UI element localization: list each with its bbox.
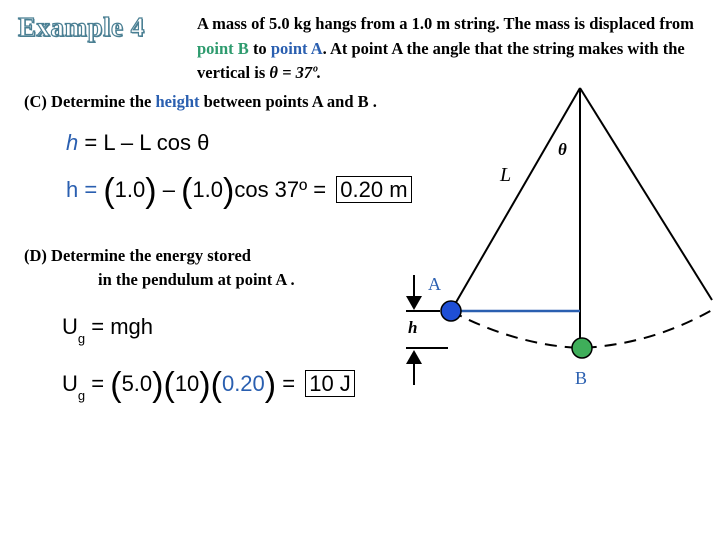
- angle-label: θ: [558, 140, 567, 159]
- mass-at-a: [441, 301, 461, 321]
- mirror-string: [580, 88, 712, 300]
- point-b-term: point B: [197, 38, 249, 58]
- part-c-rest: between points A and B .: [203, 92, 377, 111]
- energy-answer: 10 J: [305, 370, 355, 397]
- example-title: Example 4: [18, 12, 145, 42]
- height-label: h: [408, 318, 418, 337]
- arrow-up-head: [406, 350, 422, 364]
- part-d-line1: (D) Determine the energy stored: [24, 246, 251, 265]
- problem-text-3: . At point A the angle that the string makes with the vertical is: [197, 38, 685, 82]
- equation-energy-calc: $U_g = (5.0)(10)(0.20) = 10$ J: [62, 368, 355, 403]
- arrow-down-head: [406, 296, 422, 310]
- equation-height-calc: h = (1.0) – (1.0)cos 37º = 0.20 m: [66, 174, 412, 208]
- displaced-string: [451, 88, 580, 311]
- mass-at-b: [572, 338, 592, 358]
- theta-expression: θ = 37º.: [269, 63, 322, 82]
- part-d-line2: in the pendulum at point A .: [98, 270, 295, 289]
- length-label: L: [500, 164, 512, 186]
- equation-energy-formula: $U_g$ = mgh: [62, 314, 154, 346]
- equation-height-formula: h = L – L cos θ: [66, 130, 210, 155]
- height-answer: 0.20 m: [336, 176, 411, 203]
- point-a-term: point A: [270, 38, 323, 58]
- problem-text-2: to: [252, 38, 267, 58]
- part-c-label: (C) Determine the: [24, 92, 152, 111]
- point-b-label: B: [575, 368, 588, 388]
- part-c-keyword: height: [155, 92, 200, 111]
- problem-text-1: A mass of 5.0 kg hangs from a 1.0 m string. The mass is displaced from: [197, 14, 694, 33]
- point-a-label: A: [428, 274, 441, 294]
